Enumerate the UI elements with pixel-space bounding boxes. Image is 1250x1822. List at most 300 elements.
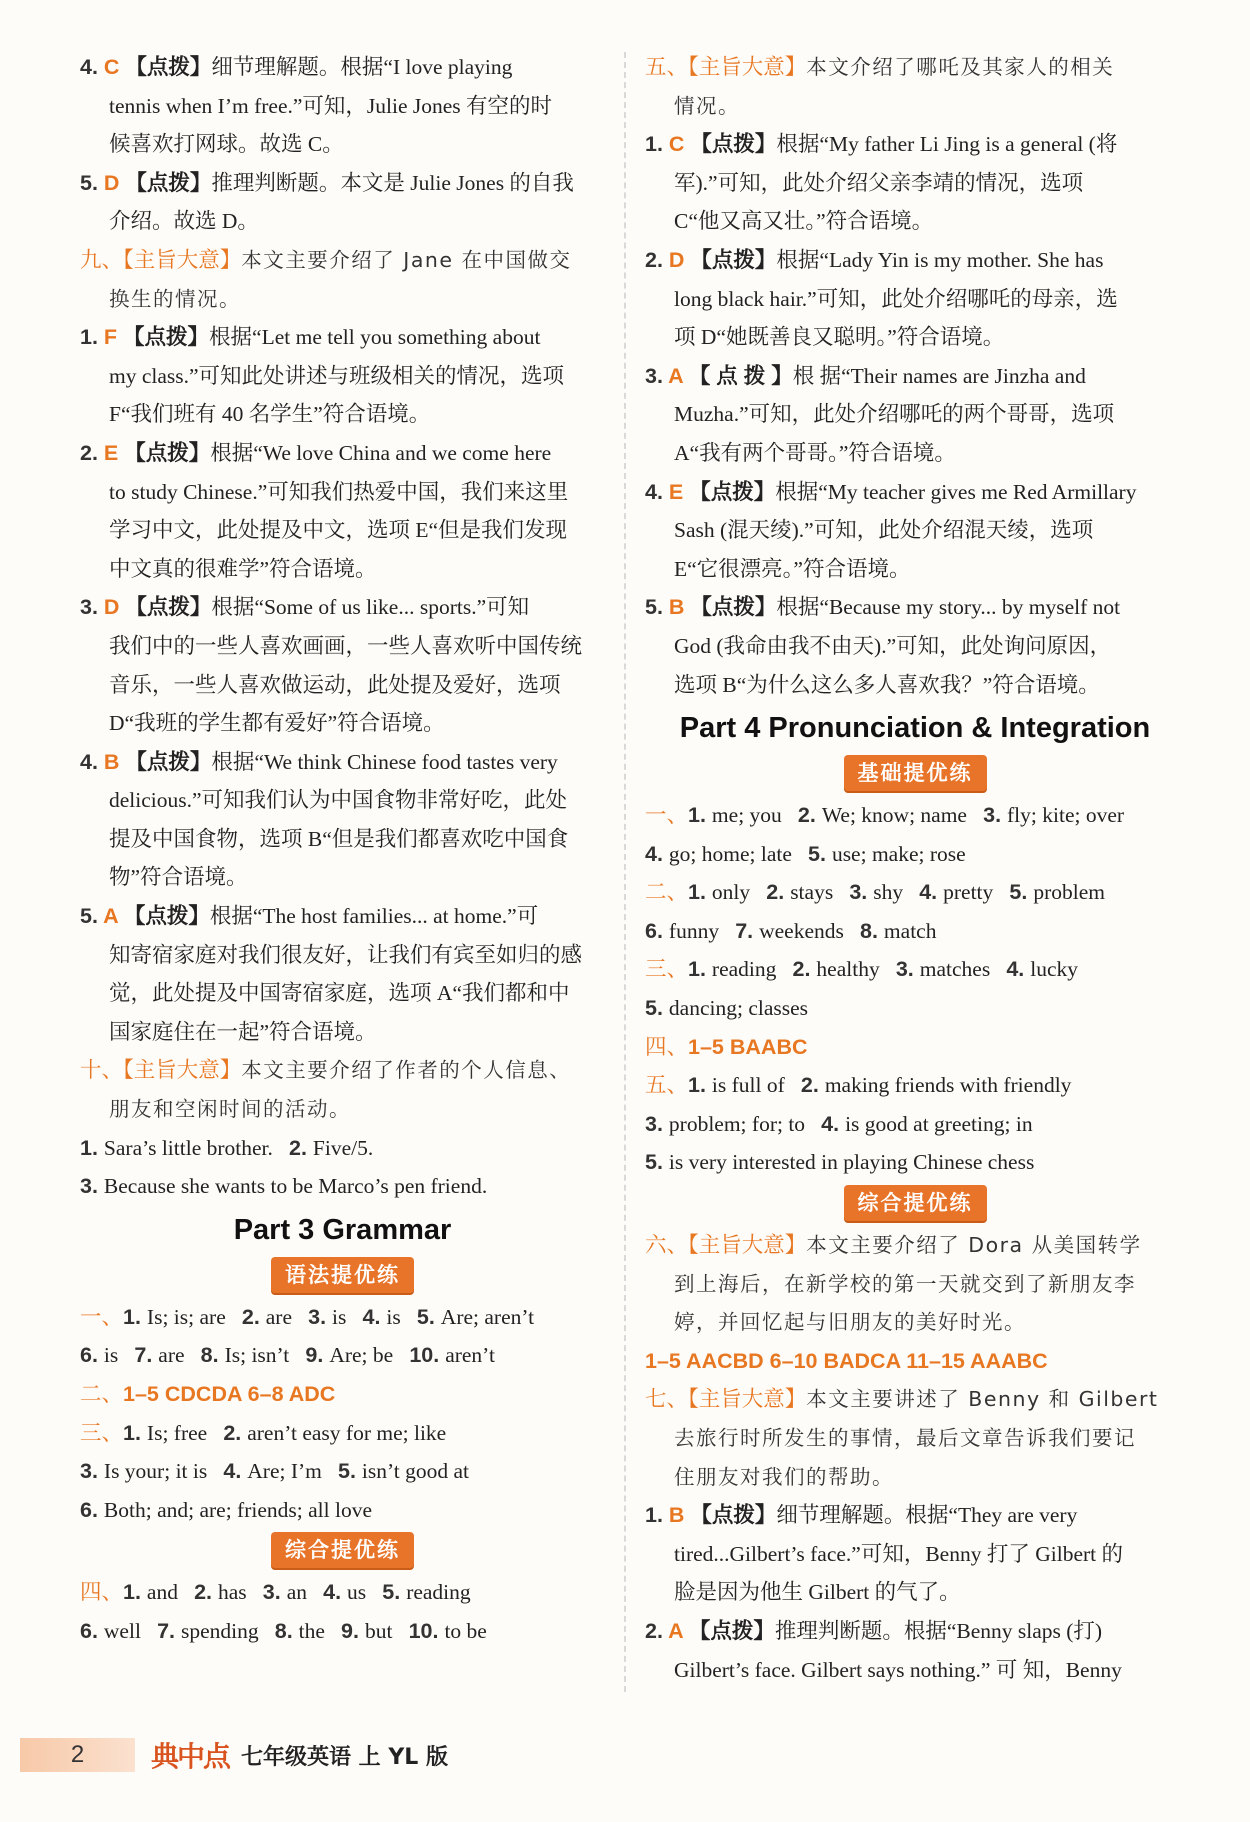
answer-letter: A <box>668 363 689 388</box>
text-line <box>80 125 605 164</box>
item-answer: and <box>146 1580 178 1605</box>
explanation-text: 根据“We love China and we come here <box>210 440 552 465</box>
item-answer: is full of <box>711 1073 785 1098</box>
item-answer: Sara’s little brother. <box>103 1135 273 1160</box>
hint-tag: 【点拨】 <box>125 749 212 774</box>
explanation-text: my class.”可知此处讲述与班级相关的情况，选项 <box>109 363 565 388</box>
item-number: 5. <box>382 1580 407 1605</box>
item-number: 2. <box>223 1420 248 1445</box>
answer-letter: B <box>668 1503 691 1528</box>
item-answer: Is; is; are <box>146 1304 226 1329</box>
hint-tag: 【点拨】 <box>125 55 212 79</box>
section-marker: 十、【主旨大意】 <box>80 1058 242 1084</box>
hint-tag: 【点拨】 <box>690 1503 777 1528</box>
section-badge <box>80 1254 605 1296</box>
item-number: 1. <box>80 1135 104 1160</box>
item-answer: Because she wants to be Marco’s pen friend. <box>103 1174 488 1199</box>
answer-letter: D <box>103 170 126 195</box>
answer-letter: A <box>103 904 124 929</box>
summary-text: 本文介绍了哪吒及其家人的相关 <box>806 55 1115 79</box>
item-number: 6. <box>80 1343 104 1368</box>
text-line <box>80 87 605 126</box>
text-line <box>80 164 605 203</box>
item-number: 9. <box>341 1618 365 1643</box>
hint-tag: 【点拨】 <box>123 904 210 929</box>
item-answer: is <box>103 1343 119 1368</box>
item-number: 2. <box>241 1304 266 1329</box>
section-marker: 五、【主旨大意】 <box>645 55 807 80</box>
text-line <box>80 704 605 743</box>
text-line <box>80 473 605 512</box>
answer-letter: C <box>668 132 691 157</box>
text-line <box>645 1419 1185 1458</box>
text-line <box>645 48 1185 87</box>
answer-letter: C <box>103 55 126 79</box>
explanation-text: God (我命由我不由天).”可知，此处询问原因， <box>674 633 1112 658</box>
explanation-text: to study Chinese.”可知我们热爱中国，我们来这里 <box>109 479 569 504</box>
item-number: 8. <box>200 1343 225 1368</box>
text-line <box>80 1375 605 1414</box>
question-number: 3. <box>645 363 669 388</box>
item-number: 1. <box>688 957 712 982</box>
item-number: 8. <box>274 1618 299 1643</box>
text-line <box>645 1303 1185 1342</box>
answer-letter: F <box>103 325 124 350</box>
explanation-text: 选项 B“为什么这么多人喜欢我？”符合语境。 <box>674 672 1100 697</box>
summary-text: 本文主要介绍了 Jane 在中国做交 <box>241 247 572 272</box>
text-line <box>80 395 605 434</box>
text-line <box>80 1612 605 1651</box>
item-number: 2. <box>800 1073 825 1098</box>
item-number: 5. <box>645 1150 669 1175</box>
item-answer: shy <box>873 880 904 905</box>
question-number: 2. <box>80 440 104 465</box>
item-answer: stays <box>790 880 834 905</box>
item-answer: Are; I’m <box>247 1459 322 1484</box>
summary-text: 住朋友对我们的帮助。 <box>674 1464 894 1489</box>
item-number: 3. <box>983 803 1008 828</box>
right-column <box>645 48 1185 1689</box>
item-answer: are <box>265 1304 293 1329</box>
item-answer: problem; for; to <box>668 1111 806 1136</box>
text-line <box>80 1167 605 1206</box>
text-line <box>645 1265 1185 1304</box>
item-number: 4. <box>223 1459 248 1484</box>
explanation-text: 推理判断题。根据“Benny slaps (打) <box>774 1618 1103 1643</box>
item-answer: Are; be <box>329 1343 394 1368</box>
question-number: 5. <box>645 595 669 620</box>
explanation-text: Gilbert’s face. Gilbert says nothing.” 可 知，Benny <box>674 1657 1122 1682</box>
text-line <box>645 1342 1185 1381</box>
text-line <box>80 743 605 782</box>
item-answer: go; home; late <box>668 841 792 866</box>
text-line <box>645 357 1185 396</box>
column-divider <box>624 52 626 1692</box>
book-title: 七年级英语 上 YL 版 <box>241 1744 448 1770</box>
section-marker: 二、 <box>645 880 689 906</box>
summary-text: 本文主要介绍了 Dora 从美国转学 <box>806 1233 1142 1258</box>
item-answer: is <box>332 1304 347 1329</box>
item-number: 2. <box>797 803 822 828</box>
item-answer: lucky <box>1030 957 1079 982</box>
text-line <box>645 550 1185 589</box>
explanation-text: 根据“Let me tell you something about <box>209 325 541 350</box>
text-line <box>645 1573 1185 1612</box>
explanation-text: 脸是因为他生 Gilbert 的气了。 <box>674 1580 961 1605</box>
summary-text: 婷，并回忆起与旧朋友的美好时光。 <box>674 1310 1026 1335</box>
answer-key: 1–5 BAABC <box>688 1034 808 1059</box>
explanation-text: 中文真的很难学”符合语境。 <box>109 556 377 581</box>
explanation-text: Muzha.”可知，此处介绍哪吒的两个哥哥，选项 <box>674 402 1115 427</box>
text-line <box>80 48 605 87</box>
text-line <box>645 1496 1185 1535</box>
explanation-text: 音乐，一些人喜欢做运动，此处提及爱好，选项 <box>109 672 561 697</box>
section-badge <box>80 1529 605 1571</box>
text-line <box>80 1336 605 1375</box>
item-answer: weekends <box>759 918 844 943</box>
answer-letter: B <box>103 749 126 774</box>
item-answer: isn’t good at <box>361 1459 470 1484</box>
text-line <box>645 835 1185 874</box>
text-line <box>80 1414 605 1453</box>
text-line <box>80 1491 605 1530</box>
item-answer: us <box>347 1580 367 1605</box>
section-marker: 九、【主旨大意】 <box>80 247 242 273</box>
section-marker: 三、 <box>645 957 689 983</box>
item-answer: an <box>286 1580 307 1605</box>
explanation-text: 根据“My father Li Jing is a general (将 <box>776 132 1118 157</box>
text-line <box>645 1028 1185 1067</box>
item-answer: the <box>298 1618 325 1643</box>
text-line <box>645 1066 1185 1105</box>
section-marker: 二、 <box>80 1382 124 1407</box>
explanation-text: 根据“The host families... at home.”可 <box>209 904 539 929</box>
text-line <box>80 627 605 666</box>
section-marker: 四、 <box>645 1034 689 1060</box>
item-number: 3. <box>645 1111 669 1136</box>
answer-letter: B <box>668 595 691 620</box>
explanation-text: 物”符合语境。 <box>109 865 248 890</box>
text-line <box>80 1452 605 1491</box>
question-number: 1. <box>645 1503 669 1528</box>
explanation-text: 学习中文，此处提及中文，选项 E“但是我们发现 <box>109 518 568 543</box>
text-line <box>80 820 605 859</box>
item-answer: Is; free <box>146 1420 208 1445</box>
page-number: 2 <box>20 1738 135 1772</box>
text-line <box>80 781 605 820</box>
answer-letter: D <box>668 247 691 272</box>
section-marker: 一、 <box>80 1304 124 1330</box>
item-number: 6. <box>645 918 669 943</box>
explanation-text: tennis when I’m free.”可知，Julie Jones 有空的时 <box>109 93 553 118</box>
question-number: 1. <box>80 325 104 350</box>
question-number: 3. <box>80 595 104 620</box>
item-number: 7. <box>157 1618 181 1643</box>
text-line <box>645 473 1185 512</box>
text-line <box>645 1143 1185 1182</box>
question-number: 2. <box>645 1618 669 1643</box>
item-number: 6. <box>80 1497 104 1522</box>
item-answer: healthy <box>816 957 880 982</box>
text-line <box>645 627 1185 666</box>
item-answer: well <box>103 1618 141 1643</box>
summary-text: 到上海后，在新学校的第一天就交到了新朋友李 <box>674 1271 1136 1296</box>
summary-text: 本文主要介绍了作者的个人信息、 <box>241 1058 572 1083</box>
question-number: 5. <box>80 904 104 929</box>
item-number: 3. <box>262 1580 287 1605</box>
summary-text: 朋友和空闲时间的活动。 <box>109 1097 351 1122</box>
item-number: 4. <box>821 1111 846 1136</box>
item-number: 9. <box>305 1343 330 1368</box>
section-marker: 六、【主旨大意】 <box>645 1233 807 1259</box>
item-answer: Both; and; are; friends; all love <box>103 1497 372 1522</box>
explanation-text: Sash (混天绫).”可知，此处介绍混天绫，选项 <box>674 518 1094 543</box>
item-answer: is very interested in playing Chinese chess <box>668 1150 1035 1175</box>
item-answer: me; you <box>711 803 782 828</box>
text-line <box>645 164 1185 203</box>
item-number: 1. <box>123 1304 147 1329</box>
text-line <box>645 87 1185 126</box>
text-line <box>645 989 1185 1028</box>
badge-label: 综合提优练 <box>844 1185 987 1221</box>
item-answer: reading <box>711 957 777 982</box>
hint-tag: 【点拨】 <box>125 170 212 195</box>
item-answer: We; know; name <box>821 803 967 828</box>
explanation-text: long black hair.”可知，此处介绍哪吒的母亲，选 <box>674 286 1118 311</box>
item-number: 2. <box>792 957 817 982</box>
answer-letter: D <box>103 595 126 620</box>
text-line <box>645 1651 1185 1690</box>
text-line <box>645 241 1185 280</box>
item-number: 3. <box>308 1304 333 1329</box>
item-number: 4. <box>323 1580 348 1605</box>
text-line <box>80 1298 605 1337</box>
explanation-text: 军).”可知，此处介绍父亲李靖的情况，选项 <box>674 170 1084 195</box>
item-number: 10. <box>408 1618 445 1643</box>
item-number: 1. <box>688 803 712 828</box>
brand-logo: 典中点 <box>151 1740 230 1773</box>
text-line <box>80 550 605 589</box>
text-line <box>80 434 605 473</box>
explanation-text: 根据“My teacher gives me Red Armillary <box>775 479 1137 504</box>
section-marker: 七、【主旨大意】 <box>645 1387 807 1413</box>
item-number: 4. <box>645 841 669 866</box>
item-number: 3. <box>80 1459 104 1484</box>
text-line <box>80 241 605 280</box>
text-line <box>645 796 1185 835</box>
section-marker: 五、 <box>645 1073 689 1099</box>
text-line <box>80 1090 605 1129</box>
page-footer <box>20 1733 448 1777</box>
summary-text: 本文主要讲述了 Benny 和 Gilbert <box>806 1387 1159 1412</box>
summary-text: 去旅行时所发生的事情，最后文章告诉我们要记 <box>674 1426 1136 1450</box>
item-number: 3. <box>895 957 920 982</box>
explanation-text: F“我们班有 40 名学生”符合语境。 <box>109 402 431 427</box>
explanation-text: A“我有两个哥哥。”符合语境。 <box>674 440 956 465</box>
explanation-text: 细节理解题。根据“I love playing <box>211 55 513 79</box>
text-line <box>80 357 605 396</box>
section-badge <box>645 1182 1185 1224</box>
item-answer: pretty <box>943 880 994 905</box>
item-number: 5. <box>808 841 832 866</box>
text-line <box>80 1051 605 1090</box>
item-number: 7. <box>735 918 760 943</box>
text-line <box>645 434 1185 473</box>
item-number: 2. <box>289 1135 313 1160</box>
item-number: 3. <box>849 880 874 905</box>
item-answer: Is your; it is <box>103 1459 208 1484</box>
section-marker: 三、 <box>80 1420 124 1446</box>
text-line <box>80 1129 605 1168</box>
text-line <box>80 1573 605 1612</box>
item-number: 1. <box>688 1073 712 1098</box>
item-answer: has <box>218 1580 247 1605</box>
item-answer: only <box>711 880 751 905</box>
item-answer: is good at greeting; in <box>845 1111 1033 1136</box>
item-answer: aren’t easy for me; like <box>247 1420 447 1445</box>
text-line <box>645 1612 1185 1651</box>
answer-key: 1–5 CDCDA 6–8 ADC <box>123 1382 336 1406</box>
badge-label: 语法提优练 <box>271 1257 414 1293</box>
text-line <box>645 280 1185 319</box>
item-answer: aren’t <box>445 1343 495 1368</box>
question-number: 4. <box>80 55 104 79</box>
summary-text: 换生的情况。 <box>109 286 241 311</box>
item-number: 3. <box>80 1174 104 1199</box>
item-number: 4. <box>362 1304 387 1329</box>
text-line <box>645 395 1185 434</box>
text-line <box>645 1458 1185 1497</box>
item-number: 2. <box>766 880 791 905</box>
text-line <box>80 858 605 897</box>
explanation-text: 根据“Some of us like... sports.”可知 <box>211 595 530 620</box>
left-column <box>80 48 605 1651</box>
text-line <box>645 125 1185 164</box>
text-line <box>645 202 1185 241</box>
explanation-text: tired...Gilbert’s face.”可知，Benny 打了 Gilbert 的 <box>674 1541 1124 1566</box>
item-number: 1. <box>123 1580 147 1605</box>
item-answer: fly; kite; over <box>1007 803 1125 828</box>
explanation-text: C“他又高又壮。”符合语境。 <box>674 209 934 234</box>
section-marker: 四、 <box>80 1580 124 1606</box>
text-line <box>645 1105 1185 1144</box>
text-line <box>80 1013 605 1052</box>
hint-tag: 【点拨】 <box>125 595 212 620</box>
explanation-text: 知寄宿家庭对我们很友好，让我们有宾至如归的感 <box>109 942 583 967</box>
hint-tag: 【点拨】 <box>688 1618 775 1643</box>
badge-label: 综合提优练 <box>271 1532 414 1568</box>
item-answer: but <box>364 1618 393 1643</box>
item-number: 2. <box>194 1580 218 1605</box>
item-answer: matches <box>919 957 991 982</box>
question-number: 4. <box>80 749 104 774</box>
text-line <box>645 1535 1185 1574</box>
item-answer: Is; isn’t <box>224 1343 290 1368</box>
text-line <box>80 511 605 550</box>
item-answer: use; make; rose <box>831 841 966 866</box>
item-answer: are <box>158 1343 185 1368</box>
item-answer: match <box>883 918 937 943</box>
text-line <box>80 897 605 936</box>
item-number: 5. <box>416 1304 441 1329</box>
answer-letter: E <box>103 440 125 465</box>
text-line <box>80 318 605 357</box>
text-line <box>645 511 1185 550</box>
answer-letter: A <box>668 1618 689 1643</box>
item-answer: funny <box>668 918 720 943</box>
text-line <box>645 873 1185 912</box>
text-line <box>645 950 1185 989</box>
text-line <box>645 318 1185 357</box>
text-line <box>80 588 605 627</box>
explanation-text: 我们中的一些人喜欢画画，一些人喜欢听中国传统 <box>109 633 583 658</box>
item-number: 4. <box>919 880 944 905</box>
hint-tag: 【点拨】 <box>690 595 777 620</box>
item-answer: spending <box>180 1618 259 1643</box>
text-line <box>80 936 605 975</box>
hint-tag: 【点拨】 <box>123 325 210 350</box>
item-number: 1. <box>688 880 712 905</box>
item-number: 5. <box>645 996 669 1021</box>
explanation-text: 根 据“Their names are Jinzha and <box>792 363 1086 388</box>
hint-tag: 【点拨】 <box>124 440 211 465</box>
item-answer: Five/5. <box>312 1135 374 1160</box>
explanation-text: delicious.”可知我们认为中国食物非常好吃，此处 <box>109 788 568 813</box>
item-answer: dancing; classes <box>668 996 809 1021</box>
part-title: Part 3 Grammar <box>233 1213 452 1246</box>
item-answer: Are; aren’t <box>440 1304 535 1329</box>
explanation-text: 提及中国食物，选项 B“但是我们都喜欢吃中国食 <box>109 826 569 851</box>
text-line <box>645 912 1185 951</box>
explanation-text: 根据“We think Chinese food tastes very <box>211 749 558 774</box>
section-marker: 一、 <box>645 803 689 829</box>
item-number: 1. <box>123 1420 147 1445</box>
text-line <box>645 666 1185 705</box>
badge-label: 基础提优练 <box>844 755 987 791</box>
text-line <box>80 666 605 705</box>
item-answer: problem <box>1033 880 1105 905</box>
hint-tag: 【点拨】 <box>690 247 777 272</box>
text-line <box>645 1226 1185 1265</box>
explanation-text: 介绍。故选 D。 <box>109 209 259 234</box>
section-badge <box>645 752 1185 794</box>
question-number: 2. <box>645 247 669 272</box>
explanation-text: 根据“Lady Yin is my mother. She has <box>776 247 1104 272</box>
explanation-text: E“它很漂亮。”符合语境。 <box>674 556 911 581</box>
text-line <box>80 202 605 241</box>
item-number: 5. <box>338 1459 362 1484</box>
explanation-text: 根据“Because my story... by myself not <box>776 595 1121 620</box>
explanation-text: D“我班的学生都有爱好”符合语境。 <box>109 711 445 736</box>
text-line <box>80 974 605 1013</box>
item-number: 4. <box>1006 957 1031 982</box>
explanation-text: 国家庭住在一起”符合语境。 <box>109 1019 377 1044</box>
answer-key: 1–5 AACBD 6–10 BADCA 11–15 AAABC <box>645 1348 1048 1373</box>
item-answer: making friends with friendly <box>824 1073 1072 1098</box>
summary-text: 情况。 <box>674 93 740 118</box>
part-title: Part 4 Pronunciation & Integration <box>679 712 1151 745</box>
item-number: 6. <box>80 1618 104 1643</box>
hint-tag: 【点拨】 <box>689 479 776 504</box>
explanation-text: 候喜欢打网球。故选 C。 <box>109 132 344 157</box>
item-number: 8. <box>860 918 884 943</box>
hint-tag: 【点拨】 <box>690 132 777 157</box>
item-answer: is <box>386 1304 401 1329</box>
item-answer: to be <box>444 1618 487 1643</box>
item-answer: reading <box>406 1580 471 1605</box>
answer-letter: E <box>668 479 690 504</box>
item-number: 10. <box>409 1343 446 1368</box>
